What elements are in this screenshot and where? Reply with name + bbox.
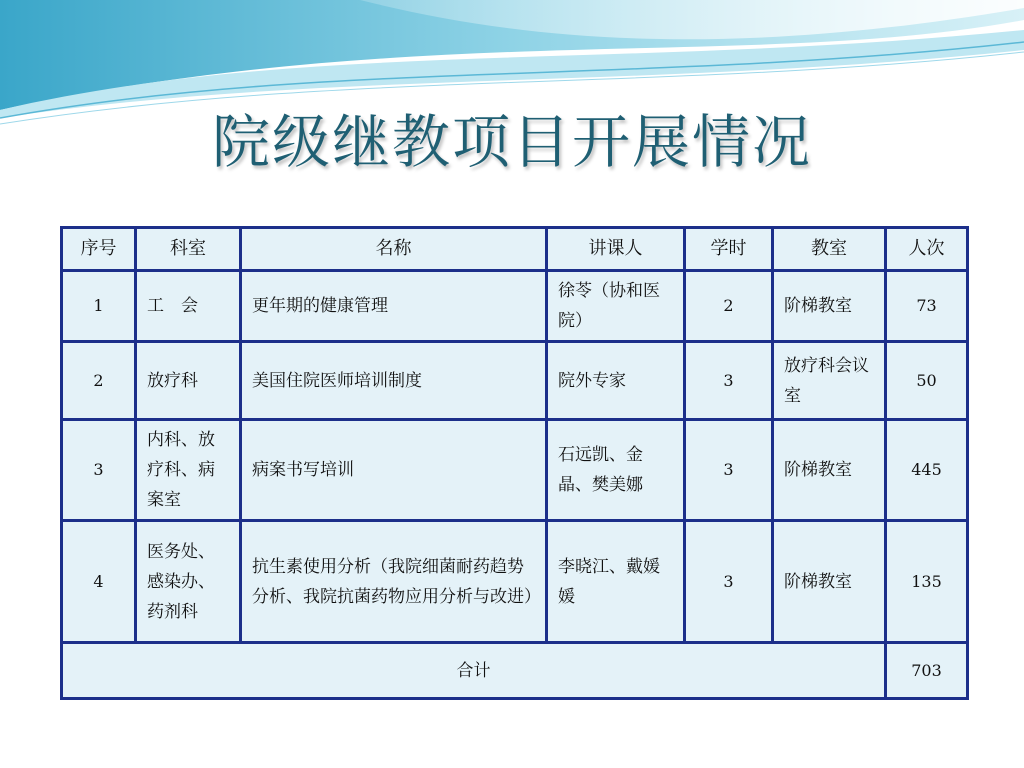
cell-room: 阶梯教室 (773, 271, 886, 342)
cell-dept: 放疗科 (136, 342, 241, 420)
header-no: 序号 (62, 228, 136, 271)
cell-lecturer: 石远凯、金晶、樊美娜 (547, 420, 685, 521)
cell-name: 抗生素使用分析（我院细菌耐药趋势分析、我院抗菌药物应用分析与改进） (241, 521, 547, 643)
cell-no: 3 (62, 420, 136, 521)
table-header-row (62, 228, 968, 271)
cell-count: 50 (886, 342, 968, 420)
training-table (60, 226, 969, 700)
table-row (62, 342, 968, 420)
cell-name: 病案书写培训 (241, 420, 547, 521)
total-label: 合计 (62, 643, 886, 699)
cell-count: 445 (886, 420, 968, 521)
cell-dept: 工 会 (136, 271, 241, 342)
cell-no: 2 (62, 342, 136, 420)
cell-name: 美国住院医师培训制度 (241, 342, 547, 420)
table-row (62, 271, 968, 342)
header-name: 名称 (241, 228, 547, 271)
cell-no: 1 (62, 271, 136, 342)
cell-hours: 2 (685, 271, 773, 342)
cell-hours: 3 (685, 521, 773, 643)
header-room: 教室 (773, 228, 886, 271)
cell-name: 更年期的健康管理 (241, 271, 547, 342)
cell-lecturer: 徐苓（协和医院） (547, 271, 685, 342)
header-lecturer: 讲课人 (547, 228, 685, 271)
cell-dept: 内科、放疗科、病案室 (136, 420, 241, 521)
cell-count: 135 (886, 521, 968, 643)
cell-hours: 3 (685, 420, 773, 521)
header-count: 人次 (886, 228, 968, 271)
table-row (62, 420, 968, 521)
cell-count: 73 (886, 271, 968, 342)
cell-room: 放疗科会议室 (773, 342, 886, 420)
cell-lecturer: 院外专家 (547, 342, 685, 420)
header-dept: 科室 (136, 228, 241, 271)
cell-lecturer: 李晓江、戴媛媛 (547, 521, 685, 643)
table-total-row (62, 643, 968, 699)
page-title: 院级继教项目开展情况 (211, 108, 812, 176)
header-hours: 学时 (685, 228, 773, 271)
total-count: 703 (886, 643, 968, 699)
cell-dept: 医务处、感染办、药剂科 (136, 521, 241, 643)
cell-room: 阶梯教室 (773, 420, 886, 521)
cell-room: 阶梯教室 (773, 521, 886, 643)
cell-no: 4 (62, 521, 136, 643)
cell-hours: 3 (685, 342, 773, 420)
table-row (62, 521, 968, 643)
